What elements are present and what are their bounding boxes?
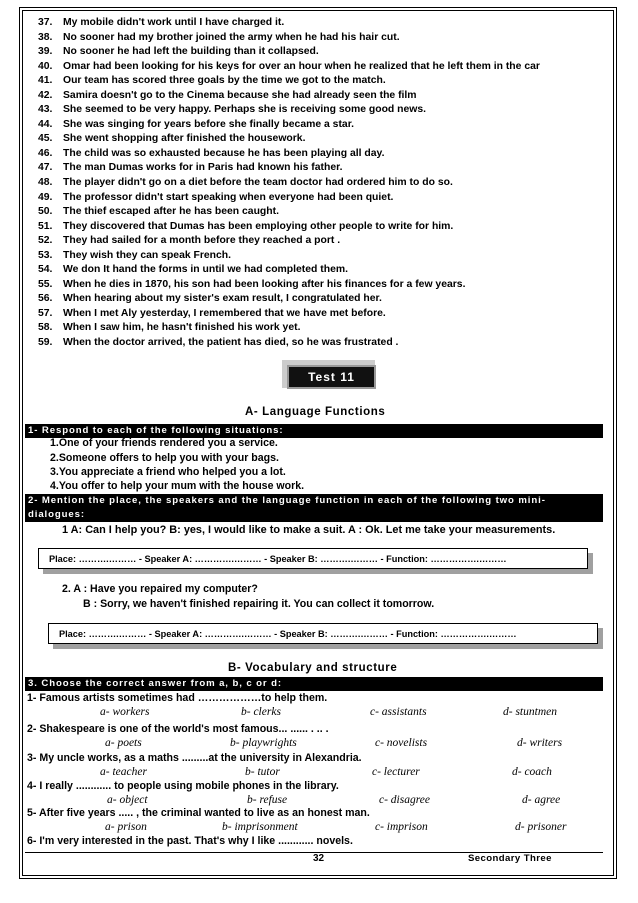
sentence-text: They wish they can speak French. xyxy=(63,249,232,261)
question-2-bar-line2: dialogues: xyxy=(25,508,603,522)
sentence-text: When hearing about my sister's exam result, I congratulated her. xyxy=(63,293,382,305)
sentence-row xyxy=(38,336,608,351)
sentence-number: 44. xyxy=(38,118,53,130)
sentence-number: 46. xyxy=(38,147,53,159)
dialogue-1: 1 A: Can I help you? B: yes, I would like to make a suit. A : Ok. Let me take your measurements. xyxy=(62,524,556,536)
sentence-text: When I saw him, he hasn't finished his work yet. xyxy=(63,322,301,334)
sentence-number: 43. xyxy=(38,104,53,116)
vocab-question: 2- Shakespeare is one of the world's most famous... ...... . .. . xyxy=(27,723,329,735)
place-answer-box-2: Place: ……….……… - Speaker A: ………….……… - Speaker B: ……….……… - Function: …………….……… xyxy=(48,623,598,644)
sentence-row xyxy=(38,220,608,235)
dialogue-2-line-b: B : Sorry, we haven't finished repairing it. You can collect it tomorrow. xyxy=(83,598,435,610)
footer-label: Secondary Three xyxy=(468,853,552,864)
place-answer-box-1: Place: ……….……… - Speaker A: ………….……… - Speaker B: ……….……… - Function: …………….……… xyxy=(38,548,588,569)
sentence-number: 55. xyxy=(38,278,53,290)
sentence-row xyxy=(38,191,608,206)
sentence-number: 39. xyxy=(38,46,53,58)
vocab-option-b: b- clerks xyxy=(241,706,281,718)
vocab-option-d: d- coach xyxy=(512,766,552,778)
vocab-option-d: d- writers xyxy=(517,737,563,749)
situation-item: 2.Someone offers to help you with your bags. xyxy=(50,452,279,464)
sentence-number: 47. xyxy=(38,162,53,174)
sentence-row xyxy=(38,205,608,220)
sentence-number: 37. xyxy=(38,17,53,28)
sentence-number: 38. xyxy=(38,31,53,43)
sentence-row xyxy=(38,147,608,162)
sentence-number: 59. xyxy=(38,337,53,349)
sentence-row xyxy=(38,60,608,75)
sentence-number: 45. xyxy=(38,133,53,145)
sentence-text: The child was so exhausted because he has been playing all day. xyxy=(63,147,385,159)
sentence-number: 42. xyxy=(38,89,53,101)
vocab-option-d: d- prisoner xyxy=(515,821,567,833)
sentence-text: They had sailed for a month before they reached a port . xyxy=(63,235,341,247)
test-title: Test 11 xyxy=(287,365,376,389)
sentence-text: The player didn't go on a diet before the team doctor had ordered him to do so. xyxy=(63,177,453,189)
sentence-list xyxy=(38,16,608,351)
vocab-option-a: a- object xyxy=(107,794,148,806)
sentence-number: 50. xyxy=(38,206,53,218)
sentence-number: 56. xyxy=(38,293,53,305)
sentence-row xyxy=(38,132,608,147)
section-b-heading: B- Vocabulary and structure xyxy=(228,662,398,674)
sentence-number: 48. xyxy=(38,177,53,189)
sentence-row xyxy=(38,249,608,264)
vocab-option-c: c- assistants xyxy=(370,706,427,718)
sentence-text: Our team has scored three goals by the time we got to the match. xyxy=(63,75,386,87)
sentence-row xyxy=(38,176,608,191)
sentence-text: No sooner he had left the building than it collapsed. xyxy=(63,46,319,58)
vocab-option-a: a- workers xyxy=(100,706,150,718)
vocab-option-a: a- prison xyxy=(105,821,147,833)
vocab-option-c: c- novelists xyxy=(375,737,428,749)
sentence-text: They discovered that Dumas has been employing other people to write for him. xyxy=(63,220,454,232)
sentence-text: When the doctor arrived, the patient has died, so he was frustrated . xyxy=(63,337,399,349)
vocab-option-b: b- playwrights xyxy=(230,737,297,749)
sentence-text: When he dies in 1870, his son had been looking after his finances for a few years. xyxy=(63,278,466,290)
sentence-row xyxy=(38,74,608,89)
sentence-text: The professor didn't start speaking when everyone had been quiet. xyxy=(63,191,394,203)
sentence-number: 52. xyxy=(38,235,53,247)
situation-item: 1.One of your friends rendered you a service. xyxy=(50,437,278,449)
sentence-row xyxy=(38,118,608,133)
sentence-text: My mobile didn't work until I have charged it. xyxy=(63,17,285,28)
sentence-row xyxy=(38,89,608,104)
sentence-row xyxy=(38,263,608,278)
dialogue-2-line-a: 2. A : Have you repaired my computer? xyxy=(62,583,258,595)
sentence-text: When I met Aly yesterday, I remembered that we have met before. xyxy=(63,307,386,319)
sentence-row xyxy=(38,307,608,322)
sentence-text: She seemed to be very happy. Perhaps she is receiving some good news. xyxy=(63,104,427,116)
vocab-question: 1- Famous artists sometimes had ………………to help them. xyxy=(27,692,328,704)
sentence-row xyxy=(38,45,608,60)
vocab-option-b: b- tutor xyxy=(245,766,280,778)
page-number: 32 xyxy=(313,853,325,864)
sentence-number: 58. xyxy=(38,322,53,334)
sentence-row xyxy=(38,234,608,249)
question-2-bar-line1: 2- Mention the place, the speakers and the language function in each of the following two mini- xyxy=(25,494,603,508)
sentence-row xyxy=(38,278,608,293)
sentence-row xyxy=(38,31,608,46)
vocab-question: 3- My uncle works, as a maths .........at the university in Alexandria. xyxy=(27,752,362,764)
question-3-bar: 3. Choose the correct answer from a, b, c or d: xyxy=(25,677,603,691)
vocab-option-b: b- imprisonment xyxy=(222,821,298,833)
situation-item: 3.You appreciate a friend who helped you a lot. xyxy=(50,466,286,478)
sentence-number: 40. xyxy=(38,60,53,72)
sentence-row xyxy=(38,321,608,336)
section-a-heading: A- Language Functions xyxy=(245,406,386,418)
sentence-text: The man Dumas works for in Paris had known his father. xyxy=(63,162,343,174)
sentence-row xyxy=(38,16,608,31)
sentence-row xyxy=(38,292,608,307)
sentence-row xyxy=(38,103,608,118)
sentence-number: 49. xyxy=(38,191,53,203)
vocab-option-c: c- disagree xyxy=(379,794,430,806)
vocab-option-c: c- lecturer xyxy=(372,766,420,778)
vocab-option-d: d- agree xyxy=(522,794,561,806)
question-6: 6- I'm very interested in the past. That's why I like ............ novels. xyxy=(27,835,353,847)
vocab-option-a: a- poets xyxy=(105,737,142,749)
sentence-number: 53. xyxy=(38,249,53,261)
vocab-question: 5- After five years ..... , the criminal wanted to live as an honest man. xyxy=(27,807,370,819)
question-1-bar: 1- Respond to each of the following situations: xyxy=(25,424,603,438)
vocab-option-b: b- refuse xyxy=(247,794,288,806)
sentence-text: She was singing for years before she finally became a star. xyxy=(63,118,355,130)
vocab-option-c: c- imprison xyxy=(375,821,428,833)
vocab-option-a: a- teacher xyxy=(100,766,147,778)
sentence-number: 57. xyxy=(38,307,53,319)
sentence-text: Samira doesn't go to the Cinema because she had already seen the film xyxy=(63,89,417,101)
sentence-number: 51. xyxy=(38,220,53,232)
situation-item: 4.You offer to help your mum with the house work. xyxy=(50,480,305,492)
vocab-option-d: d- stuntmen xyxy=(503,706,557,718)
vocab-question: 4- I really ............ to people using mobile phones in the library. xyxy=(27,780,339,792)
sentence-number: 54. xyxy=(38,264,53,276)
sentence-text: Omar had been looking for his keys for over an hour when he realized that he left them in the car xyxy=(63,60,540,72)
sentence-text: No sooner had my brother joined the army when he had his hair cut. xyxy=(63,31,400,43)
sentence-text: The thief escaped after he has been caught. xyxy=(63,206,279,218)
sentence-row xyxy=(38,161,608,176)
sentence-number: 41. xyxy=(38,75,53,87)
sentence-text: She went shopping after finished the housework. xyxy=(63,133,306,145)
sentence-text: We don It hand the forms in until we had completed them. xyxy=(63,264,348,276)
